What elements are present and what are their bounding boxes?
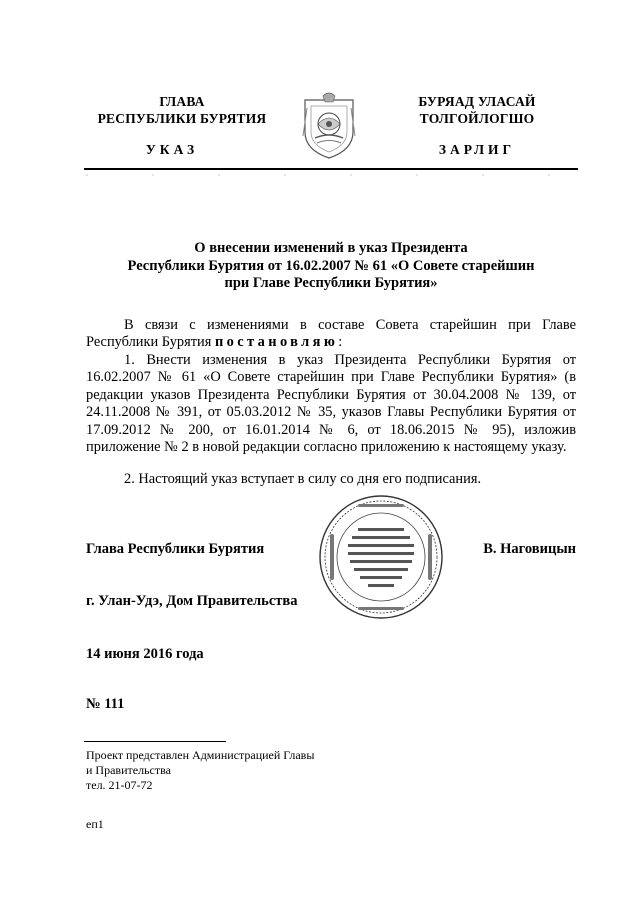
footer-line1: Проект представлен Администрацией Главы	[86, 748, 315, 762]
right-header-line2: ТОЛГОЙЛОГШО	[419, 111, 535, 126]
item-2-paragraph: 2. Настоящий указ вступает в силу со дня его подписания.	[124, 471, 482, 487]
place-of-signing: г. Улан-Удэ, Дом Правительства	[86, 593, 298, 609]
header-dotted-line	[84, 173, 578, 177]
left-header-line2: РЕСПУБЛИКИ БУРЯТИЯ	[97, 111, 267, 126]
decree-word: постановляю	[214, 334, 339, 351]
signatory-position: Глава Республики Бурятия	[86, 541, 265, 557]
preamble-text: В связи с изменениями в составе Совета старейшин при Главе Республики Бурятия	[86, 317, 576, 351]
decree-title	[84, 240, 578, 293]
decree-date: 14 июня 2016 года	[86, 646, 204, 662]
preamble-end: :	[338, 334, 343, 351]
decree-title-line3: при Главе Республики Бурятия»	[224, 275, 438, 291]
footer-code: еп1	[86, 817, 104, 831]
decree-number: № 111	[86, 696, 125, 712]
preamble-paragraph	[86, 317, 576, 352]
decree-title-line2: Республики Бурятия от 16.02.2007 № 61 «О Совете старейшин	[127, 257, 535, 274]
left-header-title	[82, 93, 282, 127]
footer-line2: и Правительства	[86, 763, 171, 777]
signatory-name: В. Наговицын	[483, 541, 576, 557]
footer-note	[86, 748, 314, 793]
left-doc-type: УКАЗ	[145, 142, 199, 157]
footer-divider	[84, 741, 226, 742]
decree-title-line1: О внесении изменений в указ Президента	[194, 240, 468, 256]
right-doc-type: ЗАРЛИГ	[438, 142, 516, 157]
official-round-stamp-icon	[318, 494, 444, 620]
right-header-title	[378, 93, 576, 127]
header-divider	[84, 168, 578, 170]
item-1-paragraph: 1. Внести изменения в указ Президента Республики Бурятия от 16.02.2007 № 61 «О Совете старейшин при Главе Республики Бурятия» (в редакции указов Президента Республики Бурятия от 30.04.2008 № 139, от 24.11.2008 № 391, от 05.03.2012 № 35, указов Главы Республики Бурятия от 17.09.2012 № 200, от 16.01.2014 № 6, от 18.06.2015 № 95), изложив приложение № 2 в новой редакции согласно приложению к настоящему указу.	[86, 352, 576, 456]
footer-phone: тел. 21-07-72	[86, 778, 153, 792]
coat-of-arms-of-buryatia-icon	[297, 88, 361, 162]
left-header-line1: ГЛАВА	[159, 94, 205, 109]
right-header-line1: БУРЯАД УЛАСАЙ	[418, 94, 536, 109]
